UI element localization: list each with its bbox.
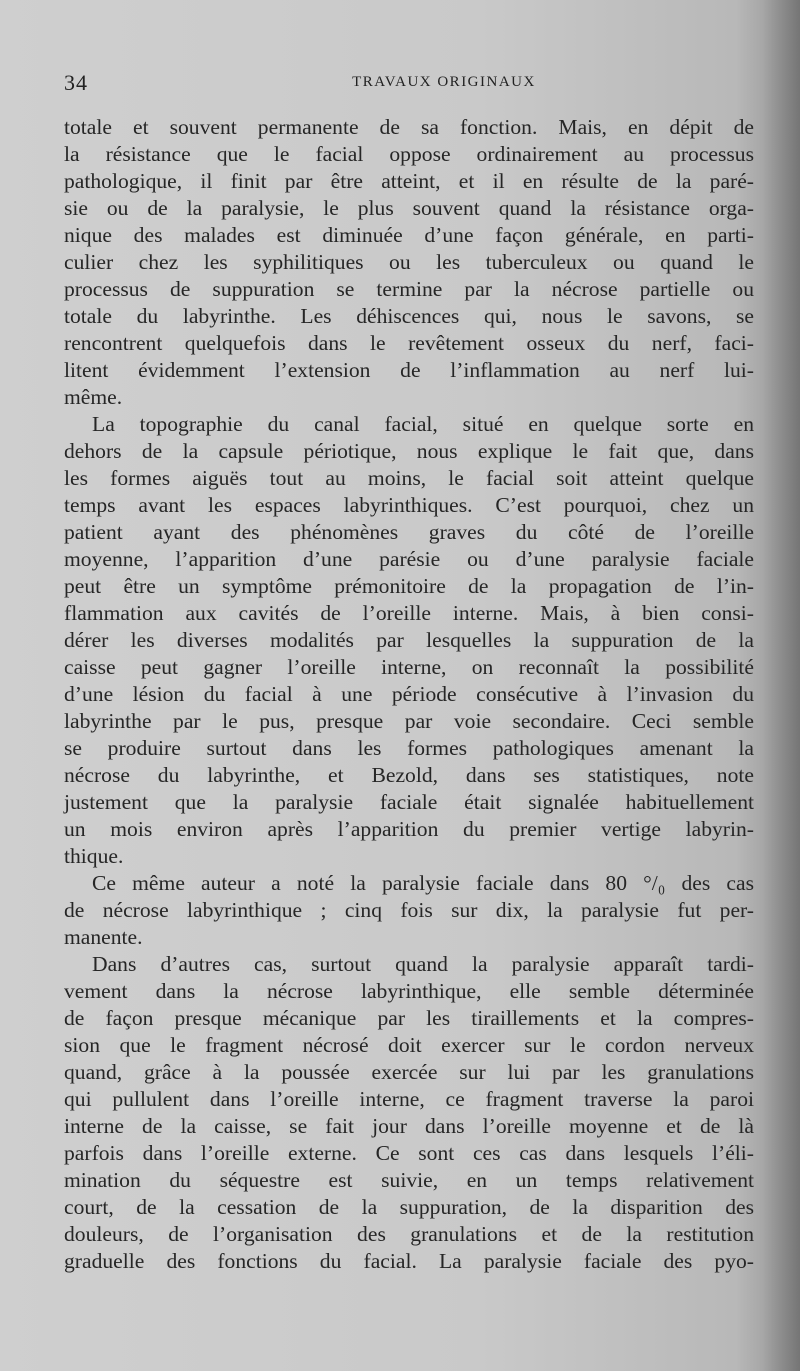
body-text xyxy=(64,114,754,1275)
text-line: interne de la caisse, se fait jour dans l’oreille moyenne et de là xyxy=(64,1114,754,1138)
text-line: de façon presque mécanique par les tiraillements et la compres- xyxy=(64,1006,754,1030)
text-line: justement que la paralysie faciale était signalée habituellement xyxy=(64,790,754,814)
text-line: Dans d’autres cas, surtout quand la paralysie apparaît tardi- xyxy=(92,952,754,976)
text-line: totale et souvent permanente de sa fonction. Mais, en dépit de xyxy=(64,115,754,139)
running-title: TRAVAUX ORIGINAUX xyxy=(352,74,536,90)
text-line: moyenne, l’apparition d’une parésie ou d’une paralysie faciale xyxy=(64,547,754,571)
text-line: de nécrose labyrinthique ; cinq fois sur dix, la paralysie fut per- xyxy=(64,898,754,922)
text-line: sie ou de la paralysie, le plus souvent quand la résistance orga- xyxy=(64,196,754,220)
text-line: douleurs, de l’organisation des granulations et de la restitution xyxy=(64,1222,754,1246)
text-line: la résistance que le facial oppose ordinairement au processus xyxy=(64,142,754,166)
text-line: culier chez les syphilitiques ou les tuberculeux ou quand le xyxy=(64,250,754,274)
text-line: qui pullulent dans l’oreille interne, ce fragment traverse la paroi xyxy=(64,1087,754,1111)
paragraph-2 xyxy=(64,411,754,870)
text-line: flammation aux cavités de l’oreille interne. Mais, à bien consi- xyxy=(64,601,754,625)
text-line: La topographie du canal facial, situé en quelque sorte en xyxy=(92,412,754,436)
text-line: court, de la cessation de la suppuration, de la disparition des xyxy=(64,1195,754,1219)
text-line: peut être un symptôme prémonitoire de la propagation de l’in- xyxy=(64,574,754,598)
text-line: patient ayant des phénomènes graves du côté de l’oreille xyxy=(64,520,754,544)
paragraph-3 xyxy=(64,870,754,951)
paragraph-4 xyxy=(64,951,754,1275)
text-line: d’une lésion du facial à une période consécutive à l’invasion du xyxy=(64,682,754,706)
text-line: totale du labyrinthe. Les déhiscences qui, nous le savons, se xyxy=(64,304,754,328)
text-line: quand, grâce à la poussée exercée sur lui par les granulations xyxy=(64,1060,754,1084)
text-line: graduelle des fonctions du facial. La paralysie faciale des pyo- xyxy=(64,1249,754,1273)
running-head xyxy=(64,66,764,106)
text-line: pathologique, il finit par être atteint, et il en résulte de la paré- xyxy=(64,169,754,193)
text-line: Ce même auteur a noté la paralysie faciale dans 80 °/₀ des cas xyxy=(92,871,754,895)
text-line: rencontrent quelquefois dans le revêtement osseux du nerf, faci- xyxy=(64,331,754,355)
text-line: litent évidemment l’extension de l’inflammation au nerf lui- xyxy=(64,358,754,382)
paragraph-1 xyxy=(64,114,754,411)
text-line: les formes aiguës tout au moins, le facial soit atteint quelque xyxy=(64,466,754,490)
text-line: processus de suppuration se termine par la nécrose partielle ou xyxy=(64,277,754,301)
text-line: mination du séquestre est suivie, en un temps relativement xyxy=(64,1168,754,1192)
page-number: 34 xyxy=(64,70,88,95)
text-line: sion que le fragment nécrosé doit exercer sur le cordon nerveux xyxy=(64,1033,754,1057)
text-line: même. xyxy=(64,385,123,409)
text-line: se produire surtout dans les formes pathologiques amenant la xyxy=(64,736,754,760)
text-line: nique des malades est diminuée d’une façon générale, en parti- xyxy=(64,223,754,247)
text-line: dérer les diverses modalités par lesquelles la suppuration de la xyxy=(64,628,754,652)
text-line: manente. xyxy=(64,925,143,949)
text-line: nécrose du labyrinthe, et Bezold, dans ses statistiques, note xyxy=(64,763,754,787)
text-line: caisse peut gagner l’oreille interne, on reconnaît la possibilité xyxy=(64,655,754,679)
text-line: un mois environ après l’apparition du premier vertige labyrin- xyxy=(64,817,754,841)
text-line: vement dans la nécrose labyrinthique, elle semble déterminée xyxy=(64,979,754,1003)
text-line: dehors de la capsule périotique, nous explique le fait que, dans xyxy=(64,439,754,463)
text-line: thique. xyxy=(64,844,124,868)
text-line: parfois dans l’oreille externe. Ce sont ces cas dans lesquels l’éli- xyxy=(64,1141,754,1165)
text-line: temps avant les espaces labyrinthiques. C’est pourquoi, chez un xyxy=(64,493,754,517)
text-line: labyrinthe par le pus, presque par voie secondaire. Ceci semble xyxy=(64,709,754,733)
